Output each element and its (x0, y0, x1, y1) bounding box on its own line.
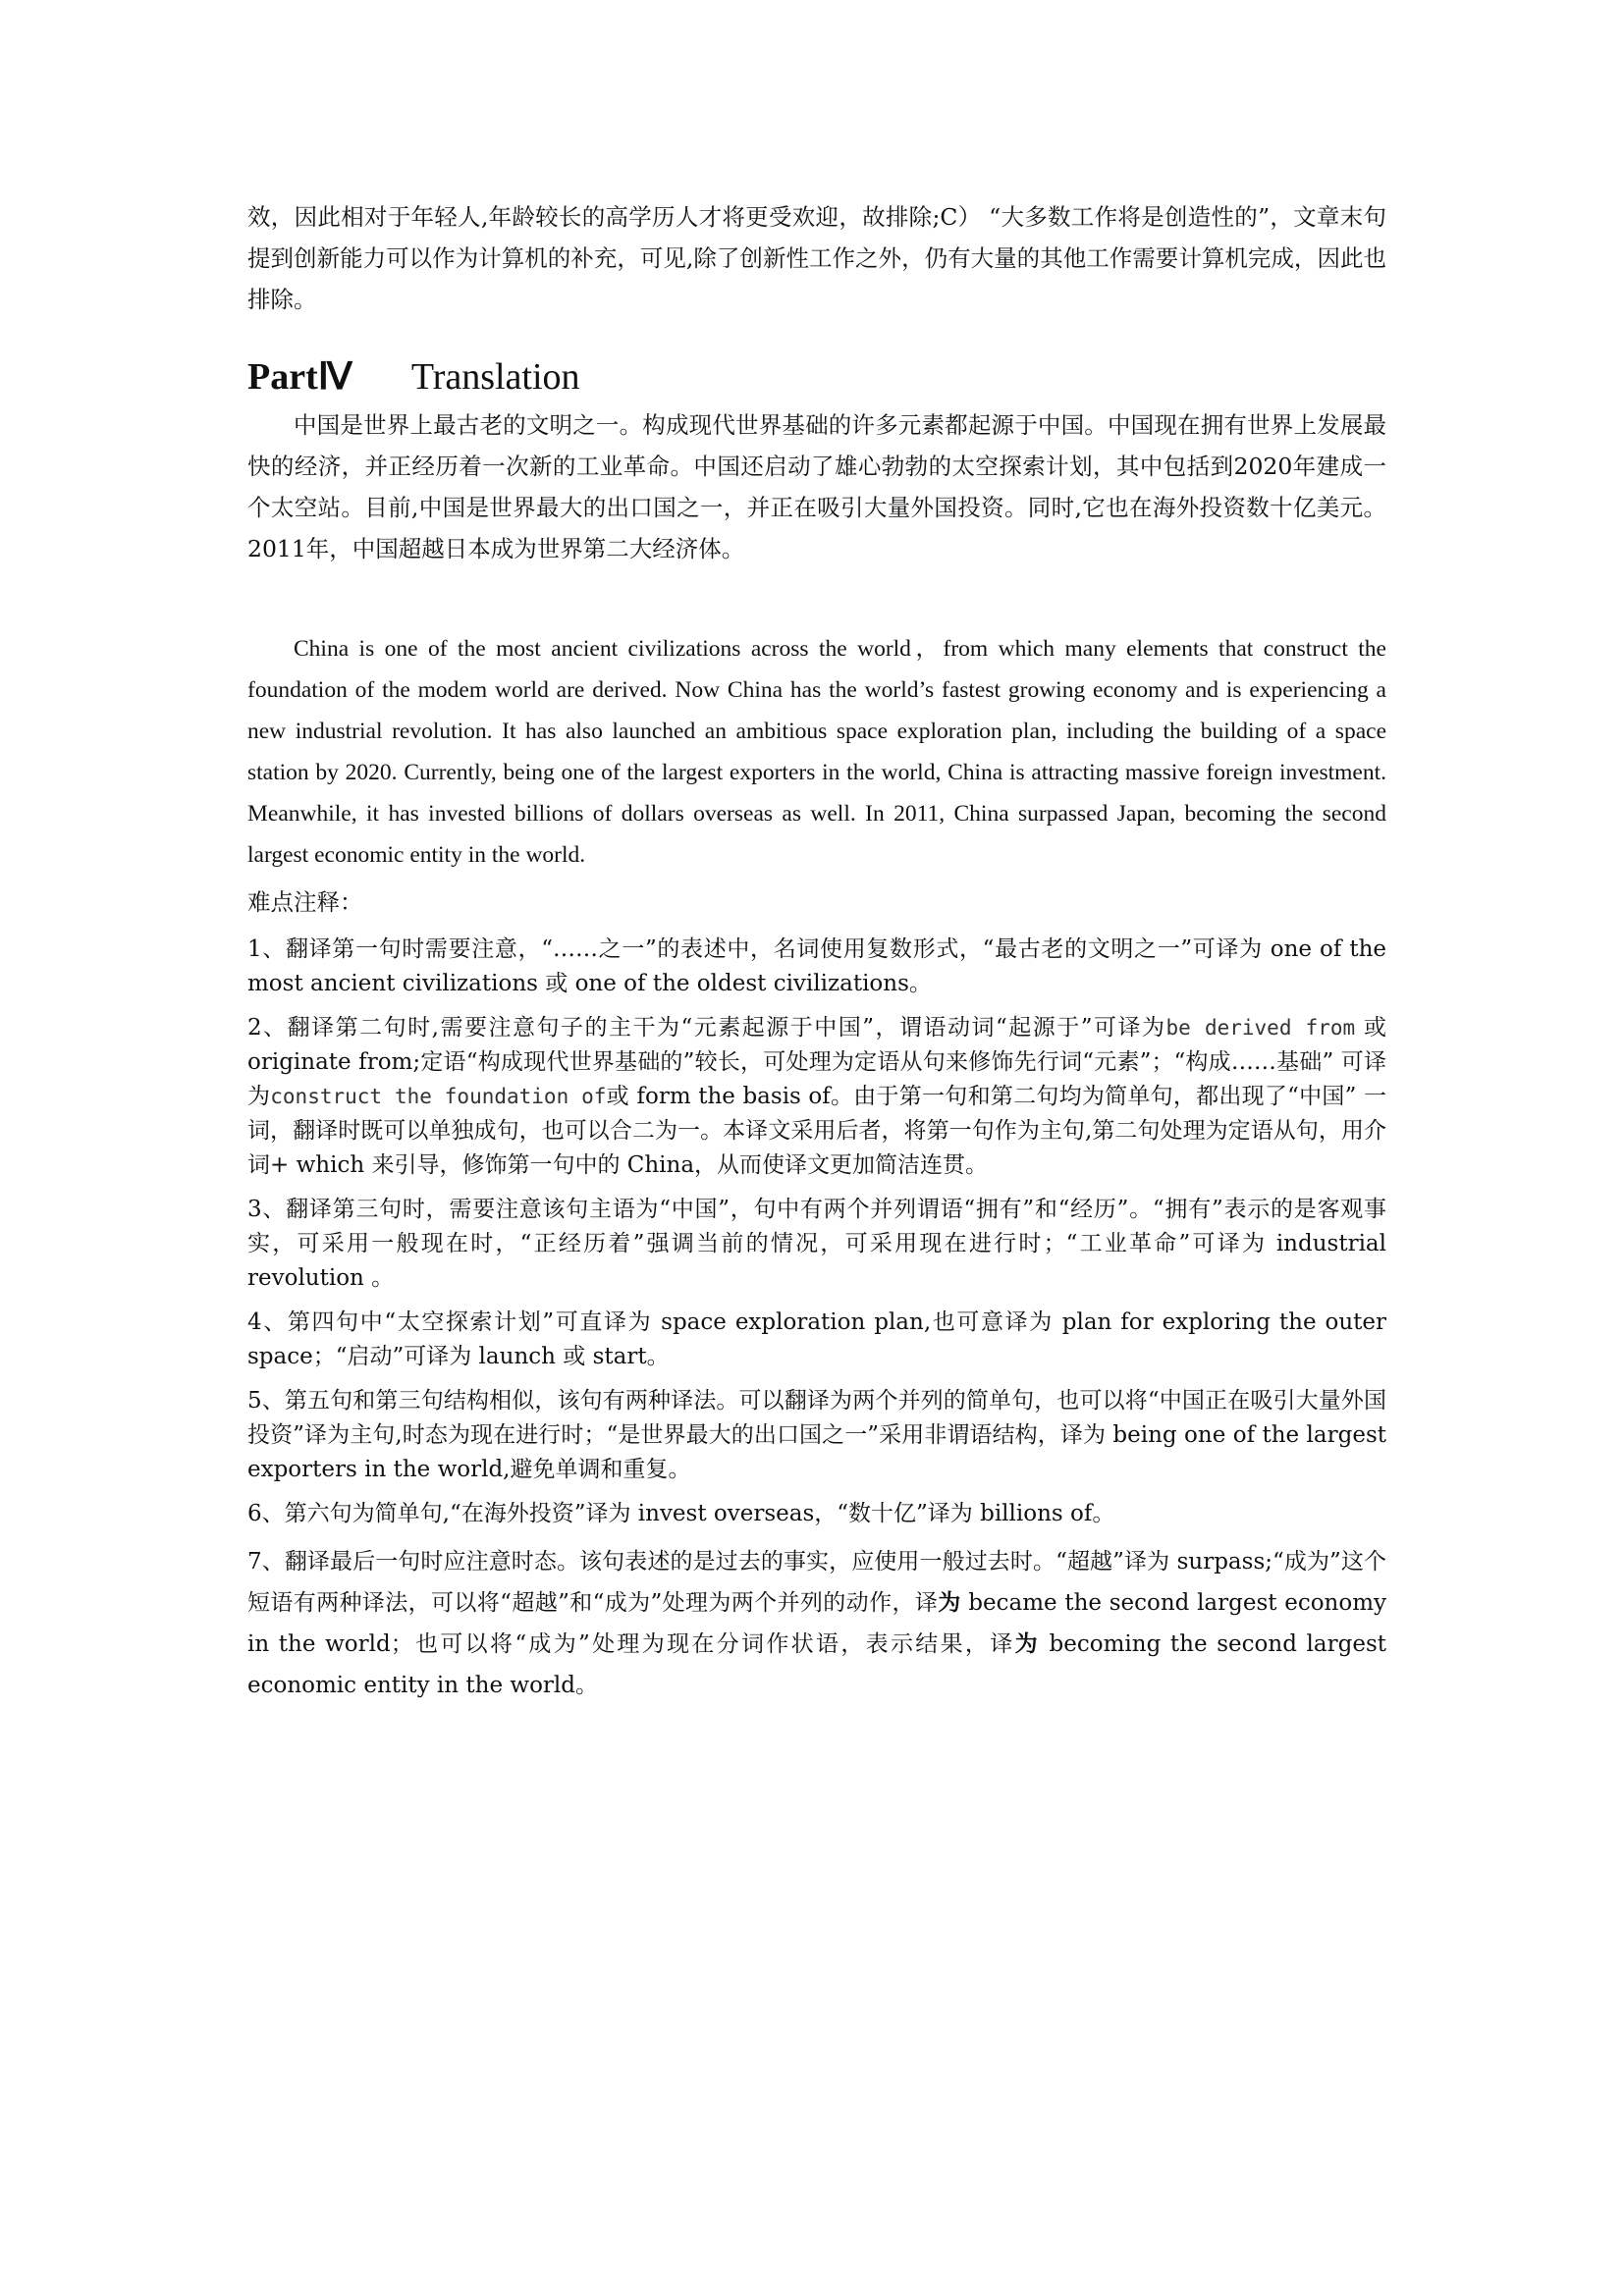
note-3: 3、翻译第三句时，需要注意该句主语为“中国”，句中有两个并列谓语“拥有”和“经历”。“拥有”表示的是客观事实，可采用一般现在时，“正经历着”强调当前的情况，可采用现在进行时；“工业革命”可译为 industrial revolution 。 (247, 1197, 1386, 1291)
note-2-part-c: 或 form the basis of。由于第一句和第二句均为简单句，都出现了“中国” 一词，翻译时既可以单独成句，也可以合二为一。本译文采用后者，将第一句作为主句,第二句处理为定语从句，用介词+ which 来引导，修饰第一句中的 China，从而使译文更加简洁连贯。 (247, 1084, 1386, 1178)
note-5: 5、第五句和第三句结构相似，该句有两种译法。可以翻译为两个并列的简单句，也可以将“中国正在吸引大量外国投资”译为主句,时态为现在进行时；“是世界最大的出口国之一”采用非谓语结构，译为 being one of the largest exporters in the world,避免单调和重复。 (247, 1388, 1386, 1482)
part-title: Translation (410, 356, 580, 398)
note-7-bold-2: 为 (1014, 1630, 1040, 1657)
source-paragraph: 中国是世界上最古老的文明之一。构成现代世界基础的许多元素都起源于中国。中国现在拥有世界上发展最快的经济，并正经历着一次新的工业革命。中国还启动了雄心勃勃的太空探索计划，其中包括到2020年建成一个太空站。目前,中国是世界最大的出口国之一，并正在吸引大量外国投资。同时,它也在海外投资数十亿美元。2011年，中国超越日本成为世界第二大经济体。 (247, 411, 1386, 562)
note-1: 1、翻译第一句时需要注意，“……之一”的表述中，名词使用复数形式，“最古老的文明之一”可译为 one of the most ancient civilizations 或 one of the oldest civilizations。 (247, 936, 1386, 996)
document-page (247, 196, 1386, 1706)
part-label: PartⅣ (247, 356, 352, 398)
note-2-part-b: 或 originate from;定语“构成现代世界基础的”较长，可处理为定语从句来修饰先行词“元素”；“构成……基础” 可译为 (247, 1015, 1387, 1109)
note-2-code-2: construct the foundation of (270, 1085, 607, 1108)
notes-title: 难点注释： (247, 888, 363, 916)
note-2-code-1: be derived from (1165, 1016, 1356, 1040)
note-7-part-c: becoming the second largest economic entity in the world。 (247, 1631, 1386, 1698)
section-heading (247, 349, 1386, 404)
note-4: 4、第四句中“太空探索计划”可直译为 space exploration plan,也可意译为 plan for exploring the outer space；“启动”可译为 launch 或 start。 (247, 1309, 1386, 1369)
intro-paragraph: 效，因此相对于年轻人,年龄较长的高学历人才将更受欢迎，故排除;C） “大多数工作将是创造性的”，文章末句提到创新能力可以作为计算机的补充，可见,除了创新性工作之外，仍有大量的其他工作需要计算机完成，因此也排除。 (247, 203, 1386, 313)
note-7-part-a: 7、翻译最后一句时应注意时态。该句表述的是过去的事实，应使用一般过去时。“超越”译为 surpass;“成为”这个短语有两种译法，可以将“超越”和“成为”处理为两个并列的动作，译 (247, 1549, 1386, 1616)
note-2 (247, 1011, 1386, 1183)
spacer (247, 569, 1386, 628)
note-7 (247, 1541, 1386, 1706)
note-2-part-a: 2、翻译第二句时,需要注意句子的主干为“元素起源于中国”，谓语动词“起源于”可译为 (247, 1015, 1166, 1041)
translation-paragraph: China is one of the most ancient civilizations across the world，from which many elements that construct the foundation of the modem world are derived. Now China has the world’s fastest growing economy and is experiencing a new industrial revolution. It has also launched an ambitious space exploration plan, including the building of a space station by 2020. Currently, being one of the largest exporters in the world, China is attracting massive foreign investment. Meanwhile, it has invested billions of dollars overseas as well. In 2011, China surpassed Japan, becoming the second largest economic entity in the world. (247, 636, 1386, 868)
note-6: 6、第六句为简单句,“在海外投资”译为 invest overseas，“数十亿”译为 billions of。 (247, 1501, 1115, 1526)
note-7-part-b: became the second largest economy in the world；也可以将“成为”处理为现在分词作状语，表示结果，译 (247, 1590, 1387, 1657)
note-7-bold-1: 为 (938, 1589, 961, 1616)
